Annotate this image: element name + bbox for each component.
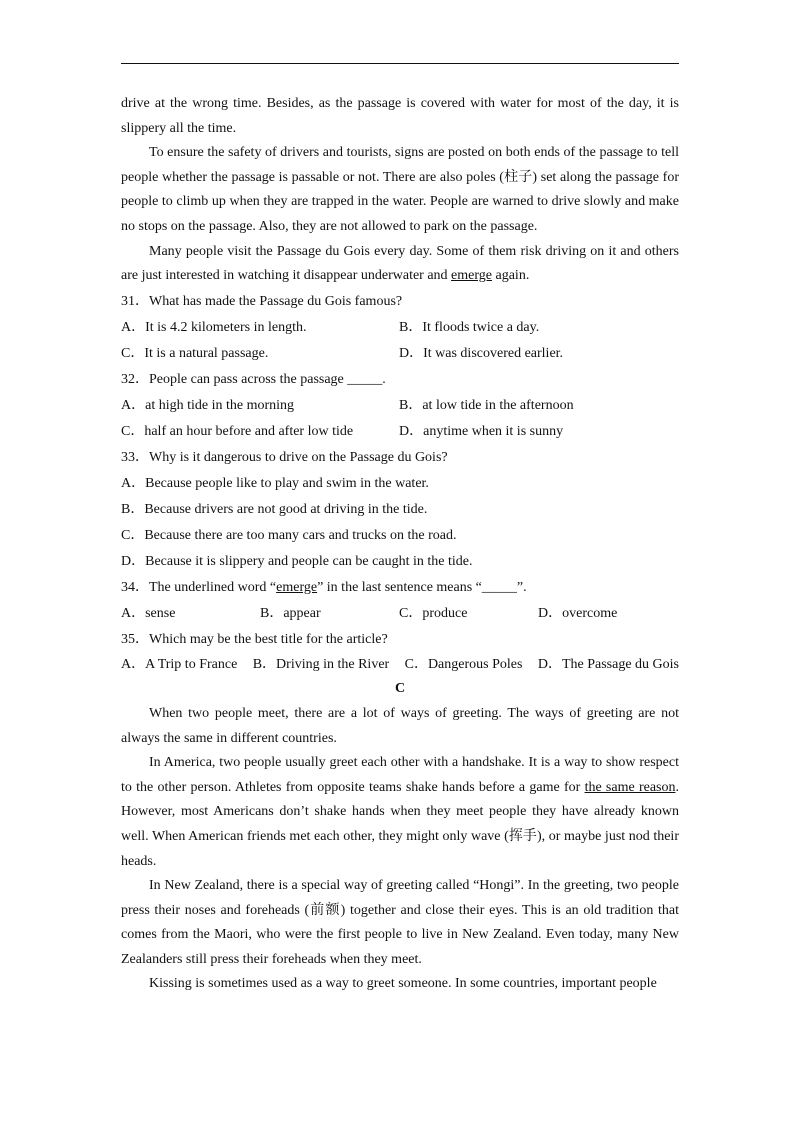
passage-c-paragraph-1: When two people meet, there are a lot of ways of greeting. The ways of greeting are not always the same in different countries.: [121, 705, 679, 746]
option-a[interactable]: A．at high tide in the morning: [121, 397, 295, 413]
option-b[interactable]: B．at low tide in the afternoon: [399, 397, 574, 413]
underlined-phrase-same-reason: the same reason: [584, 779, 676, 795]
underlined-word-emerge: emerge: [276, 579, 318, 595]
stem-text: ” in the last sentence means “_____”.: [317, 579, 527, 595]
option-d[interactable]: D．The Passage du Gois: [537, 656, 679, 672]
paragraph-text: again.: [492, 268, 530, 284]
question-32-stem: 32．People can pass across the passage _____.: [121, 371, 386, 387]
paragraph-text: . However, most Americans don’t shake hands when they meet people they have already known well. When American friends met each other, they might only wave (挥手), or maybe just nod their heads.: [121, 779, 679, 869]
question-35-options-row: [121, 653, 679, 678]
option-a[interactable]: A．sense: [121, 605, 176, 621]
option-c[interactable]: C．produce: [399, 605, 468, 621]
question-31-options-row-2: [121, 341, 679, 367]
page-body: [121, 92, 679, 997]
question-34-stem: [121, 575, 679, 601]
question-35-stem: 35．Which may be the best title for the article?: [121, 631, 388, 647]
option-a[interactable]: A．A Trip to France: [121, 656, 238, 672]
passage-b-paragraph-1: drive at the wrong time. Besides, as the passage is covered with water for most of the day, it is slippery all the time.: [121, 96, 679, 136]
question-32-options-row-1: [121, 393, 679, 419]
stem-text: 34．The underlined word “: [121, 579, 277, 595]
question-33-stem: 33．Why is it dangerous to drive on the Passage du Gois?: [121, 449, 448, 465]
option-c[interactable]: C．Because there are too many cars and trucks on the road.: [121, 527, 457, 543]
paragraph-text: Many people visit the Passage du Gois every day. Some of them risk driving on it and others are just interested in watching it disappear underwater and: [121, 243, 679, 284]
option-c[interactable]: C．half an hour before and after low tide: [121, 423, 354, 439]
option-b[interactable]: B．Because drivers are not good at driving in the tide.: [121, 501, 428, 517]
passage-b-paragraph-2: To ensure the safety of drivers and tourists, signs are posted on both ends of the passage to tell people whether the passage is passable or not. There are also poles (柱子) set along the passage for people to climb up when they are trapped in the water. People are warned to drive slowly and make no stops on the passage. Also, they are not allowed to park on the passage.: [121, 145, 679, 234]
option-d[interactable]: D．Because it is slippery and people can be caught in the tide.: [121, 553, 473, 569]
passage-b-paragraph-3: [121, 240, 679, 289]
option-a[interactable]: A．Because people like to play and swim in the water.: [121, 475, 429, 491]
option-d[interactable]: D．overcome: [538, 605, 618, 621]
question-31-options-row-1: [121, 315, 679, 341]
paragraph-text: In America, two people usually greet each other with a handshake. It is a way to show respect to the other person. Athletes from opposite teams shake hands before a game for: [121, 755, 679, 795]
option-b[interactable]: B．appear: [260, 605, 321, 621]
question-31-stem: 31．What has made the Passage du Gois famous?: [121, 293, 403, 309]
passage-c-paragraph-3: In New Zealand, there is a special way of greeting called “Hongi”. In the greeting, two people press their noses and foreheads (前额) together and close their eyes. This is an old tradition that comes from the Maori, who were the first people to live in New Zealand. Even today, many New Zealanders still press their foreheads when they meet.: [121, 878, 679, 967]
question-34-options-row: [121, 601, 679, 627]
option-c[interactable]: C．It is a natural passage.: [121, 345, 269, 361]
underlined-word-emerge: emerge: [451, 268, 492, 284]
section-heading: C: [394, 681, 406, 697]
option-b[interactable]: B．It floods twice a day.: [399, 319, 540, 335]
header-rule: [121, 63, 679, 64]
option-b[interactable]: B．Driving in the River: [252, 656, 390, 672]
passage-c-paragraph-4: Kissing is sometimes used as a way to greet someone. In some countries, important people: [149, 976, 657, 992]
option-a[interactable]: A．It is 4.2 kilometers in length.: [121, 319, 307, 335]
question-32-options-row-2: [121, 419, 679, 445]
option-d[interactable]: D．It was discovered earlier.: [399, 345, 564, 361]
passage-c-paragraph-2: [121, 751, 679, 874]
option-c[interactable]: C．Dangerous Poles: [404, 656, 523, 672]
option-d[interactable]: D．anytime when it is sunny: [399, 423, 564, 439]
